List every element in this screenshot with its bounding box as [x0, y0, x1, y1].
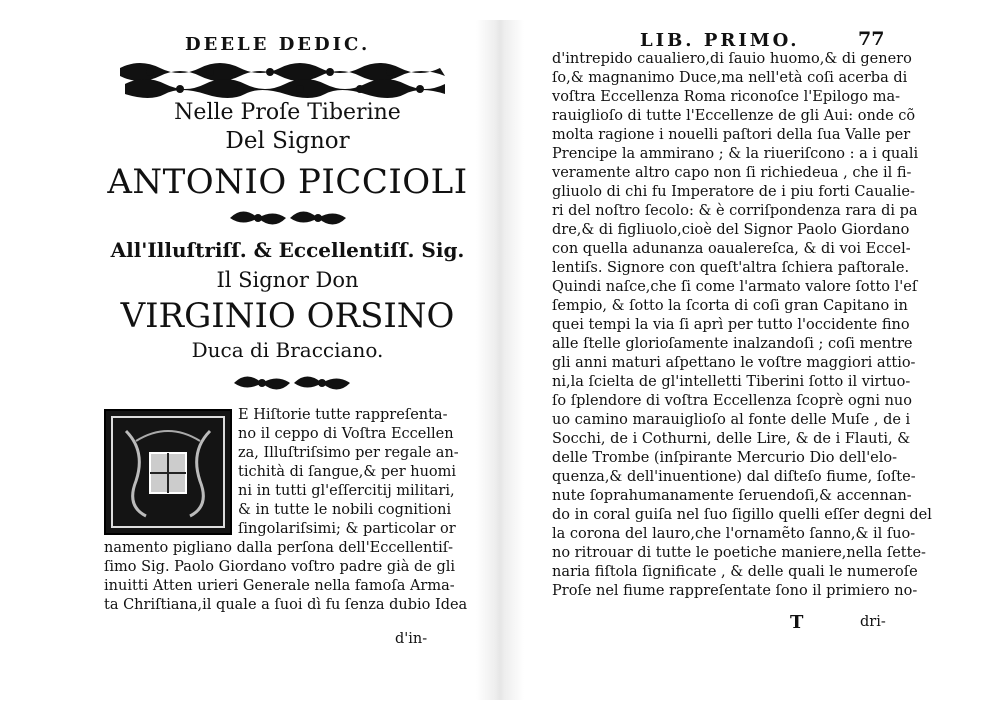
page-number: 77 [858, 28, 885, 50]
left-body-line: ſingolariſsimi; & particolar or [238, 521, 456, 537]
right-body-line: d'intrepido caualiero,di ſauio huomo,& di genero [552, 51, 912, 67]
right-body-line: Prencipe la ammirano ; & la riueriſcono : a i quali [552, 146, 919, 162]
dedication-line-2: Del Signor [225, 128, 350, 154]
right-body-line: delle Trombe (inſpirante Mercurio Dio dell'elo- [552, 450, 898, 466]
left-body-line: no il ceppo di Voſtra Eccellen [238, 426, 454, 442]
right-body-line: voſtra Eccellenza Roma riconoſce l'Epilogo ma- [552, 89, 901, 105]
author-name: ANTONIO PICCIOLI [107, 162, 468, 202]
left-catchword: d'in- [395, 631, 428, 647]
right-body-line: no ritrouar di tutte le poetiche maniere,nella ſette- [552, 545, 926, 561]
left-body-line: ta Chriſtiana,il quale a ſuoi dì fu ſenza dubio Idea [104, 597, 468, 613]
right-body-line: alle ſtelle glorioſamente inalzandoſi ; coſi mentre [552, 336, 913, 352]
dedication-line-4: All'Illuſtriſſ. & Eccellentiſſ. Sig. [110, 238, 465, 262]
left-body-line: inuitti Atten urieri Generale nella famoſa Arma- [104, 578, 455, 594]
right-body-line: molta ragione i nouelli paſtori della ſua Valle per [552, 127, 911, 143]
dedication-line-7: Duca di Bracciano. [191, 338, 384, 362]
right-body-line: nute ſoprahumanamente ſeruendoſi,& accennan- [552, 488, 912, 504]
left-body-line: za, Illuſtriſsimo per regale an- [238, 445, 459, 461]
right-body-line: naria fiſtola ſignificate , & delle quali le numeroſe [552, 564, 918, 580]
left-body-line: & in tutte le nobili cognitioni [238, 502, 452, 518]
right-body-line: Quindi naſce,che ſi come l'armato valore ſotto l'eſ [552, 279, 918, 295]
right-body-line: gli anni maturi aſpettano le voſtre maggiori attio- [552, 355, 916, 371]
left-body-line: E Hiſtorie tutte rappreſenta- [238, 407, 448, 423]
right-body-line: con quella adunanza oaualereſca, & di voi Eccel- [552, 241, 911, 257]
dedication-line-1: Nelle Proſe Tiberine [174, 100, 401, 125]
right-body-line: lentiſs. Signore con queſt'altra ſchiera paſtorale. [552, 260, 910, 276]
right-body-line: ſempio, & ſotto la ſcorta di coſi gran Capitano in [552, 298, 908, 314]
left-body-line: namento pigliano dalla perſona dell'Eccellentiſ- [104, 540, 454, 556]
right-body-line: Proſe nel fiume rappreſentate ſono il primiero no- [552, 583, 918, 599]
right-running-head: LIB. PRIMO. [640, 30, 800, 51]
dedication-line-5: Il Signor Don [216, 268, 359, 292]
left-body-line: ſimo Sig. Paolo Giordano voſtro padre già de gli [104, 559, 456, 575]
right-body-line: veramente altro capo non ſi richiedeua , che il fi- [552, 165, 912, 181]
signature-mark: T [790, 612, 804, 633]
right-body-line: uo camino marauiglioſo al fonte delle Muſe , de i [552, 412, 911, 428]
right-body-line: rauiglioſo di tutte l'Eccellenze de gli Aui: onde cõ [552, 108, 916, 124]
right-body-line: ſo ſplendore di voſtra Eccellenza ſcoprè ogni nuo [552, 393, 912, 409]
right-body-line: ni,la ſcielta de gl'intelletti Tiberini ſotto il virtuo- [552, 374, 911, 390]
right-body-line: quei tempi la via ſi aprì per tutto l'occidente fino [552, 317, 910, 333]
right-body-line: la corona del lauro,che l'ornamẽto ſanno,& il ſuo- [552, 526, 916, 542]
right-catchword: dri- [860, 614, 886, 630]
right-body-line: do in coral guiſa nel ſuo ſigillo quelli eſſer degni del [552, 507, 932, 523]
right-body-line: quenza,& dell'inuentione) dal diſteſo fiume, ſoſte- [552, 469, 916, 485]
dedicatee-name: VIRGINIO ORSINO [120, 296, 455, 336]
right-body-line: gliuolo di chi fu Imperatore de i piu forti Caualie- [552, 184, 915, 200]
left-running-head: DEELE DEDIC. [185, 34, 371, 55]
right-body-line: ri del noſtro ſecolo: & è corriſpondenza rara di pa [552, 203, 918, 219]
left-body-line: tichità di ſangue,& per huomi [238, 464, 457, 480]
left-body-line: ni in tutti gl'eſſercitij militari, [238, 483, 455, 499]
right-body-line: ſo,& magnanimo Duce,ma nell'età coſi acerba di [552, 70, 908, 86]
right-body-line: Socchi, de i Cothurni, delle Lire, & de i Flauti, & [552, 431, 911, 447]
right-body-line: dre,& di figliuolo,cioè del Signor Paolo Giordano [552, 222, 910, 238]
